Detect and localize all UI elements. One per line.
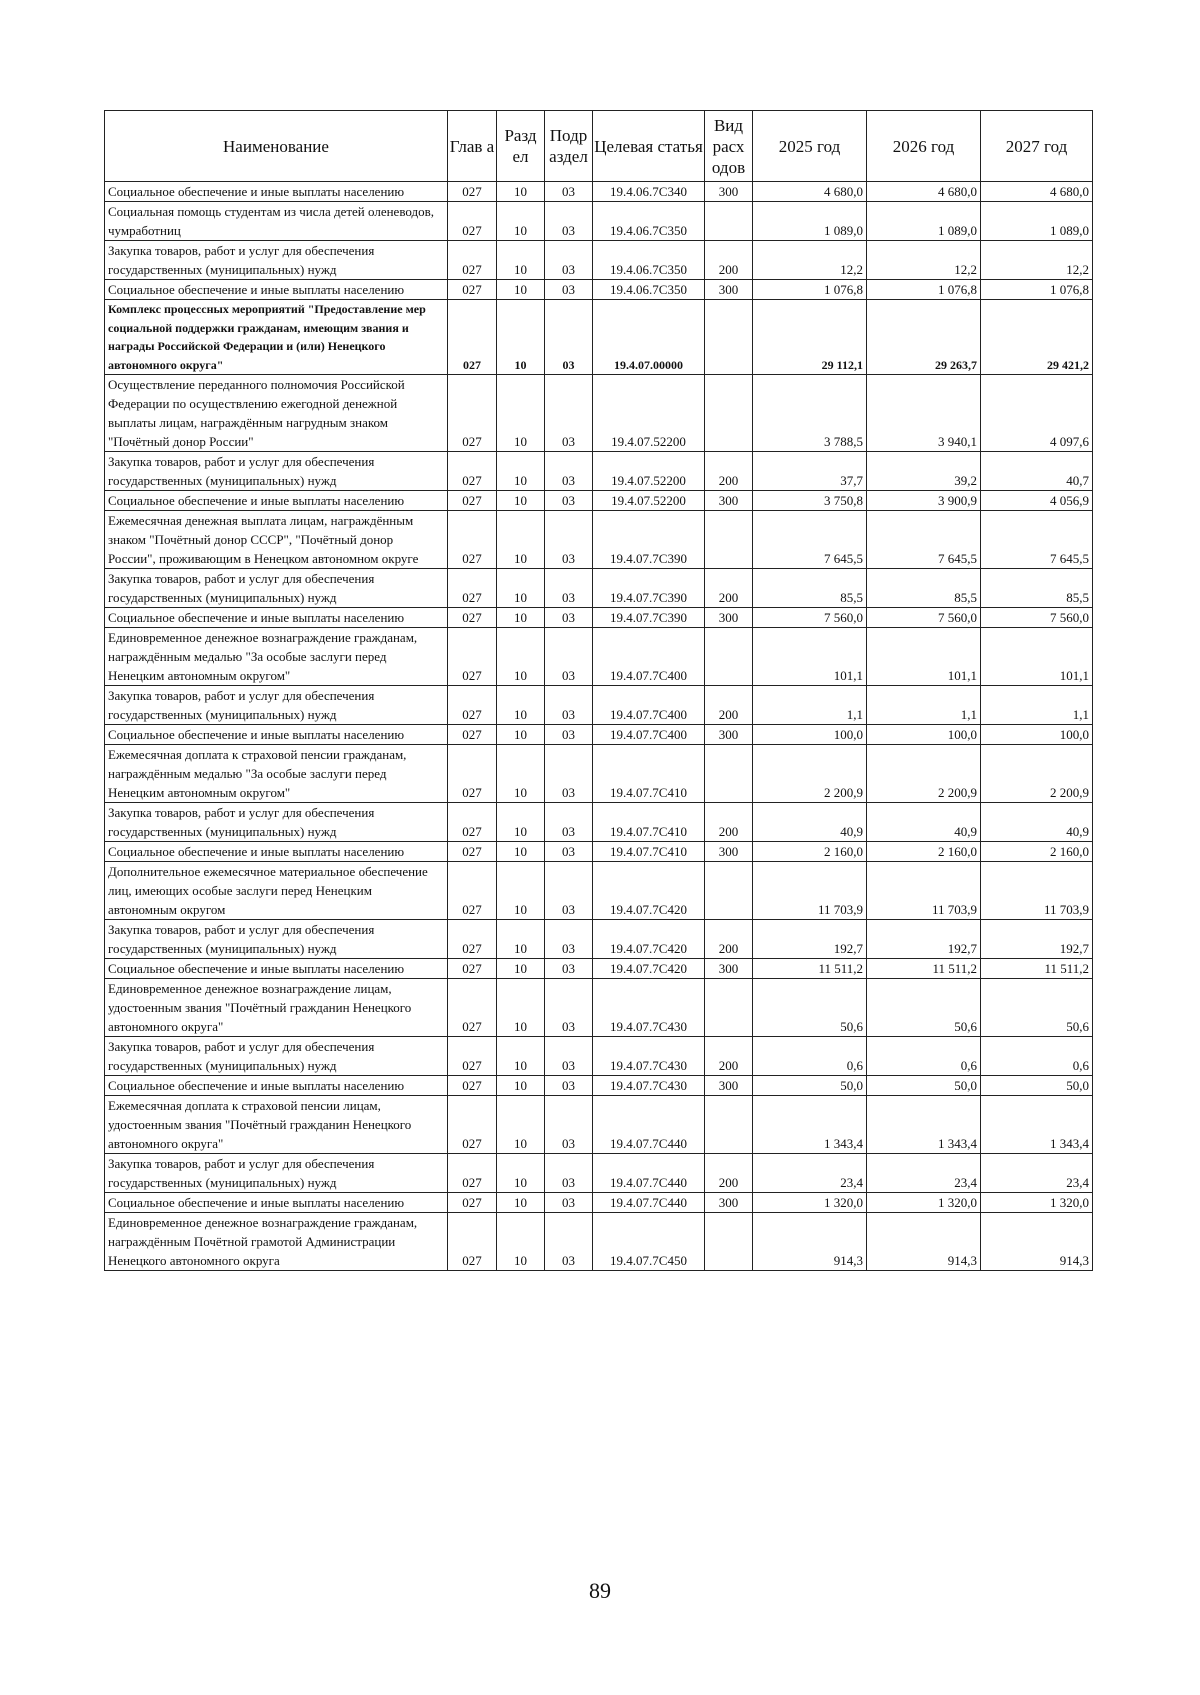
table-row	[105, 202, 1093, 241]
subsection-cell: 03	[545, 628, 593, 686]
subsection-cell: 03	[545, 1096, 593, 1154]
expense-type-cell: 300	[705, 1193, 753, 1213]
table-row	[105, 979, 1093, 1037]
section-cell: 10	[497, 803, 545, 842]
table-row	[105, 803, 1093, 842]
section-cell: 10	[497, 202, 545, 241]
chapter-cell: 027	[448, 280, 497, 300]
amount-2027-cell: 40,9	[981, 803, 1093, 842]
expense-type-cell	[705, 862, 753, 920]
amount-2026-cell: 50,6	[867, 979, 981, 1037]
amount-2025-cell: 37,7	[753, 452, 867, 491]
name-cell: Социальное обеспечение и иные выплаты населению	[105, 842, 448, 862]
amount-2026-cell: 0,6	[867, 1037, 981, 1076]
table-row	[105, 511, 1093, 569]
section-cell: 10	[497, 280, 545, 300]
subsection-cell: 03	[545, 842, 593, 862]
name-cell: Ежемесячная доплата к страховой пенсии лицам, удостоенным звания "Почётный гражданин Ненецкого автономного округа"	[105, 1096, 448, 1154]
amount-2025-cell: 40,9	[753, 803, 867, 842]
amount-2026-cell: 40,9	[867, 803, 981, 842]
amount-2025-cell: 914,3	[753, 1213, 867, 1271]
chapter-cell: 027	[448, 608, 497, 628]
amount-2025-cell: 3 788,5	[753, 375, 867, 452]
name-cell: Единовременное денежное вознаграждение лицам, удостоенным звания "Почётный гражданин Ненецкого автономного округа"	[105, 979, 448, 1037]
chapter-cell: 027	[448, 1154, 497, 1193]
target-article-cell: 19.4.06.7С350	[593, 241, 705, 280]
target-article-cell: 19.4.07.7С430	[593, 979, 705, 1037]
target-article-cell: 19.4.07.7С390	[593, 511, 705, 569]
expense-type-cell: 300	[705, 959, 753, 979]
amount-2027-cell: 29 421,2	[981, 300, 1093, 375]
section-cell: 10	[497, 491, 545, 511]
target-article-cell: 19.4.07.7С390	[593, 569, 705, 608]
section-cell: 10	[497, 725, 545, 745]
amount-2026-cell: 1 089,0	[867, 202, 981, 241]
subsection-cell: 03	[545, 1154, 593, 1193]
name-cell: Социальное обеспечение и иные выплаты населению	[105, 959, 448, 979]
amount-2025-cell: 1,1	[753, 686, 867, 725]
amount-2026-cell: 101,1	[867, 628, 981, 686]
amount-2025-cell: 101,1	[753, 628, 867, 686]
name-cell: Социальное обеспечение и иные выплаты населению	[105, 1076, 448, 1096]
amount-2027-cell: 40,7	[981, 452, 1093, 491]
name-cell: Осуществление переданного полномочия Российской Федерации по осуществлению ежегодной денежной выплаты лицам, награждённым нагрудным знаком "Почётный донор России"	[105, 375, 448, 452]
header-2027: 2027 год	[981, 111, 1093, 182]
chapter-cell: 027	[448, 686, 497, 725]
subsection-cell: 03	[545, 375, 593, 452]
amount-2025-cell: 1 343,4	[753, 1096, 867, 1154]
target-article-cell: 19.4.07.7С440	[593, 1096, 705, 1154]
amount-2026-cell: 29 263,7	[867, 300, 981, 375]
section-cell: 10	[497, 300, 545, 375]
target-article-cell: 19.4.07.7С400	[593, 628, 705, 686]
chapter-cell: 027	[448, 862, 497, 920]
expense-type-cell: 300	[705, 491, 753, 511]
name-cell: Единовременное денежное вознаграждение гражданам, награждённым Почётной грамотой Администрации Ненецкого автономного округа	[105, 1213, 448, 1271]
section-cell: 10	[497, 862, 545, 920]
amount-2026-cell: 11 511,2	[867, 959, 981, 979]
table-row	[105, 628, 1093, 686]
expense-type-cell: 200	[705, 569, 753, 608]
amount-2026-cell: 85,5	[867, 569, 981, 608]
target-article-cell: 19.4.07.7С390	[593, 608, 705, 628]
target-article-cell: 19.4.07.7С440	[593, 1154, 705, 1193]
amount-2025-cell: 23,4	[753, 1154, 867, 1193]
amount-2026-cell: 1 076,8	[867, 280, 981, 300]
chapter-cell: 027	[448, 628, 497, 686]
table-row	[105, 725, 1093, 745]
chapter-cell: 027	[448, 1096, 497, 1154]
subsection-cell: 03	[545, 959, 593, 979]
amount-2025-cell: 3 750,8	[753, 491, 867, 511]
name-cell: Социальное обеспечение и иные выплаты населению	[105, 608, 448, 628]
amount-2027-cell: 192,7	[981, 920, 1093, 959]
section-cell: 10	[497, 1213, 545, 1271]
amount-2026-cell: 1,1	[867, 686, 981, 725]
amount-2026-cell: 50,0	[867, 1076, 981, 1096]
amount-2025-cell: 1 076,8	[753, 280, 867, 300]
amount-2026-cell: 3 900,9	[867, 491, 981, 511]
amount-2027-cell: 7 560,0	[981, 608, 1093, 628]
subsection-cell: 03	[545, 608, 593, 628]
amount-2025-cell: 100,0	[753, 725, 867, 745]
table-row	[105, 842, 1093, 862]
amount-2027-cell: 101,1	[981, 628, 1093, 686]
section-cell: 10	[497, 1193, 545, 1213]
table-row	[105, 608, 1093, 628]
amount-2027-cell: 50,6	[981, 979, 1093, 1037]
header-target-article: Целевая статья	[593, 111, 705, 182]
amount-2025-cell: 1 089,0	[753, 202, 867, 241]
amount-2027-cell: 7 645,5	[981, 511, 1093, 569]
name-cell: Закупка товаров, работ и услуг для обеспечения государственных (муниципальных) нужд	[105, 1037, 448, 1076]
amount-2027-cell: 914,3	[981, 1213, 1093, 1271]
amount-2025-cell: 11 703,9	[753, 862, 867, 920]
target-article-cell: 19.4.06.7С350	[593, 280, 705, 300]
target-article-cell: 19.4.07.7С410	[593, 842, 705, 862]
subsection-cell: 03	[545, 511, 593, 569]
amount-2026-cell: 4 680,0	[867, 182, 981, 202]
amount-2027-cell: 23,4	[981, 1154, 1093, 1193]
amount-2027-cell: 2 200,9	[981, 745, 1093, 803]
name-cell: Социальное обеспечение и иные выплаты населению	[105, 280, 448, 300]
section-cell: 10	[497, 1096, 545, 1154]
target-article-cell: 19.4.06.7С350	[593, 202, 705, 241]
target-article-cell: 19.4.07.7С430	[593, 1037, 705, 1076]
subsection-cell: 03	[545, 280, 593, 300]
section-cell: 10	[497, 511, 545, 569]
chapter-cell: 027	[448, 375, 497, 452]
name-cell: Социальное обеспечение и иные выплаты населению	[105, 182, 448, 202]
header-row	[105, 111, 1093, 182]
amount-2026-cell: 2 160,0	[867, 842, 981, 862]
expense-type-cell: 300	[705, 725, 753, 745]
expense-type-cell	[705, 979, 753, 1037]
amount-2025-cell: 192,7	[753, 920, 867, 959]
expense-type-cell	[705, 1096, 753, 1154]
table-row	[105, 1096, 1093, 1154]
expense-type-cell: 200	[705, 1037, 753, 1076]
header-2026: 2026 год	[867, 111, 981, 182]
section-cell: 10	[497, 1037, 545, 1076]
amount-2027-cell: 4 680,0	[981, 182, 1093, 202]
name-cell: Ежемесячная денежная выплата лицам, награждённым знаком "Почётный донор СССР", "Почётный донор России", проживающим в Ненецком автономном округе	[105, 511, 448, 569]
name-cell: Закупка товаров, работ и услуг для обеспечения государственных (муниципальных) нужд	[105, 920, 448, 959]
chapter-cell: 027	[448, 241, 497, 280]
section-cell: 10	[497, 452, 545, 491]
amount-2025-cell: 7 645,5	[753, 511, 867, 569]
expense-type-cell: 300	[705, 182, 753, 202]
expense-type-cell: 300	[705, 1076, 753, 1096]
amount-2026-cell: 1 320,0	[867, 1193, 981, 1213]
amount-2026-cell: 3 940,1	[867, 375, 981, 452]
expense-type-cell: 300	[705, 842, 753, 862]
expense-type-cell: 300	[705, 280, 753, 300]
header-chapter: Глав а	[448, 111, 497, 182]
name-cell: Комплекс процессных мероприятий "Предоставление мер социальной поддержки гражданам, имеющим звания и награды Российской Федерации и (или) Ненецкого автономного округа"	[105, 300, 448, 375]
amount-2026-cell: 11 703,9	[867, 862, 981, 920]
expense-type-cell	[705, 375, 753, 452]
name-cell: Социальная помощь студентам из числа детей оленеводов, чумработниц	[105, 202, 448, 241]
name-cell: Ежемесячная доплата к страховой пенсии гражданам, награждённым медалью "За особые заслуги перед Ненецким автономным округом"	[105, 745, 448, 803]
amount-2025-cell: 50,0	[753, 1076, 867, 1096]
name-cell: Социальное обеспечение и иные выплаты населению	[105, 491, 448, 511]
section-cell: 10	[497, 842, 545, 862]
expense-type-cell	[705, 628, 753, 686]
amount-2025-cell: 11 511,2	[753, 959, 867, 979]
target-article-cell: 19.4.07.7С430	[593, 1076, 705, 1096]
subsection-cell: 03	[545, 569, 593, 608]
expense-type-cell: 200	[705, 920, 753, 959]
target-article-cell: 19.4.07.7С420	[593, 862, 705, 920]
expense-type-cell: 200	[705, 452, 753, 491]
target-article-cell: 19.4.07.7С410	[593, 745, 705, 803]
target-article-cell: 19.4.07.52200	[593, 452, 705, 491]
name-cell: Закупка товаров, работ и услуг для обеспечения государственных (муниципальных) нужд	[105, 1154, 448, 1193]
chapter-cell: 027	[448, 1037, 497, 1076]
chapter-cell: 027	[448, 959, 497, 979]
target-article-cell: 19.4.07.7С440	[593, 1193, 705, 1213]
amount-2026-cell: 7 560,0	[867, 608, 981, 628]
header-section: Разд ел	[497, 111, 545, 182]
section-cell: 10	[497, 745, 545, 803]
amount-2027-cell: 85,5	[981, 569, 1093, 608]
amount-2025-cell: 1 320,0	[753, 1193, 867, 1213]
expense-type-cell	[705, 300, 753, 375]
amount-2027-cell: 4 097,6	[981, 375, 1093, 452]
amount-2025-cell: 50,6	[753, 979, 867, 1037]
page-number: 89	[589, 1578, 611, 1603]
amount-2025-cell: 2 160,0	[753, 842, 867, 862]
section-cell: 10	[497, 375, 545, 452]
expense-type-cell	[705, 202, 753, 241]
amount-2026-cell: 100,0	[867, 725, 981, 745]
table-row	[105, 452, 1093, 491]
amount-2026-cell: 12,2	[867, 241, 981, 280]
amount-2025-cell: 29 112,1	[753, 300, 867, 375]
table-row	[105, 280, 1093, 300]
chapter-cell: 027	[448, 202, 497, 241]
amount-2027-cell: 1,1	[981, 686, 1093, 725]
table-row	[105, 959, 1093, 979]
amount-2025-cell: 12,2	[753, 241, 867, 280]
chapter-cell: 027	[448, 511, 497, 569]
subsection-cell: 03	[545, 686, 593, 725]
expense-type-cell	[705, 745, 753, 803]
header-subsection: Подр аздел	[545, 111, 593, 182]
section-cell: 10	[497, 920, 545, 959]
section-cell: 10	[497, 628, 545, 686]
table-row	[105, 1076, 1093, 1096]
table-row	[105, 1193, 1093, 1213]
subsection-cell: 03	[545, 725, 593, 745]
amount-2025-cell: 4 680,0	[753, 182, 867, 202]
chapter-cell: 027	[448, 920, 497, 959]
amount-2026-cell: 192,7	[867, 920, 981, 959]
target-article-cell: 19.4.07.7С420	[593, 920, 705, 959]
expense-type-cell: 200	[705, 803, 753, 842]
target-article-cell: 19.4.06.7С340	[593, 182, 705, 202]
section-cell: 10	[497, 241, 545, 280]
amount-2025-cell: 85,5	[753, 569, 867, 608]
expense-type-cell: 200	[705, 241, 753, 280]
target-article-cell: 19.4.07.7С420	[593, 959, 705, 979]
name-cell: Дополнительное ежемесячное материальное обеспечение лиц, имеющих особые заслуги перед Ненецким автономным округом	[105, 862, 448, 920]
target-article-cell: 19.4.07.7С410	[593, 803, 705, 842]
expense-type-cell: 300	[705, 608, 753, 628]
chapter-cell: 027	[448, 300, 497, 375]
subsection-cell: 03	[545, 1037, 593, 1076]
chapter-cell: 027	[448, 491, 497, 511]
chapter-cell: 027	[448, 569, 497, 608]
amount-2025-cell: 2 200,9	[753, 745, 867, 803]
section-cell: 10	[497, 182, 545, 202]
target-article-cell: 19.4.07.7С400	[593, 686, 705, 725]
name-cell: Закупка товаров, работ и услуг для обеспечения государственных (муниципальных) нужд	[105, 569, 448, 608]
amount-2027-cell: 0,6	[981, 1037, 1093, 1076]
table-row	[105, 241, 1093, 280]
amount-2027-cell: 1 320,0	[981, 1193, 1093, 1213]
target-article-cell: 19.4.07.00000	[593, 300, 705, 375]
table-row	[105, 491, 1093, 511]
budget-table	[104, 110, 1093, 1271]
amount-2026-cell: 1 343,4	[867, 1096, 981, 1154]
amount-2026-cell: 7 645,5	[867, 511, 981, 569]
amount-2027-cell: 4 056,9	[981, 491, 1093, 511]
amount-2027-cell: 2 160,0	[981, 842, 1093, 862]
target-article-cell: 19.4.07.52200	[593, 491, 705, 511]
amount-2026-cell: 2 200,9	[867, 745, 981, 803]
section-cell: 10	[497, 686, 545, 725]
subsection-cell: 03	[545, 241, 593, 280]
subsection-cell: 03	[545, 491, 593, 511]
chapter-cell: 027	[448, 803, 497, 842]
section-cell: 10	[497, 608, 545, 628]
amount-2027-cell: 50,0	[981, 1076, 1093, 1096]
target-article-cell: 19.4.07.7С450	[593, 1213, 705, 1271]
subsection-cell: 03	[545, 202, 593, 241]
amount-2027-cell: 11 703,9	[981, 862, 1093, 920]
table-body	[105, 182, 1093, 1271]
subsection-cell: 03	[545, 452, 593, 491]
section-cell: 10	[497, 979, 545, 1037]
chapter-cell: 027	[448, 452, 497, 491]
name-cell: Социальное обеспечение и иные выплаты населению	[105, 725, 448, 745]
chapter-cell: 027	[448, 745, 497, 803]
chapter-cell: 027	[448, 842, 497, 862]
amount-2025-cell: 0,6	[753, 1037, 867, 1076]
target-article-cell: 19.4.07.52200	[593, 375, 705, 452]
subsection-cell: 03	[545, 1076, 593, 1096]
header-expense-type: Вид расх одов	[705, 111, 753, 182]
chapter-cell: 027	[448, 979, 497, 1037]
amount-2027-cell: 1 076,8	[981, 280, 1093, 300]
header-name: Наименование	[105, 111, 448, 182]
amount-2027-cell: 100,0	[981, 725, 1093, 745]
subsection-cell: 03	[545, 182, 593, 202]
chapter-cell: 027	[448, 182, 497, 202]
subsection-cell: 03	[545, 920, 593, 959]
name-cell: Социальное обеспечение и иные выплаты населению	[105, 1193, 448, 1213]
table-row	[105, 920, 1093, 959]
table-row	[105, 569, 1093, 608]
subsection-cell: 03	[545, 803, 593, 842]
subsection-cell: 03	[545, 862, 593, 920]
subsection-cell: 03	[545, 1213, 593, 1271]
subsection-cell: 03	[545, 745, 593, 803]
name-cell: Закупка товаров, работ и услуг для обеспечения государственных (муниципальных) нужд	[105, 803, 448, 842]
amount-2025-cell: 7 560,0	[753, 608, 867, 628]
subsection-cell: 03	[545, 300, 593, 375]
target-article-cell: 19.4.07.7С400	[593, 725, 705, 745]
expense-type-cell	[705, 1213, 753, 1271]
table-row	[105, 375, 1093, 452]
subsection-cell: 03	[545, 979, 593, 1037]
amount-2027-cell: 12,2	[981, 241, 1093, 280]
table-row	[105, 1213, 1093, 1271]
name-cell: Закупка товаров, работ и услуг для обеспечения государственных (муниципальных) нужд	[105, 686, 448, 725]
chapter-cell: 027	[448, 1213, 497, 1271]
table-row	[105, 300, 1093, 375]
name-cell: Закупка товаров, работ и услуг для обеспечения государственных (муниципальных) нужд	[105, 241, 448, 280]
section-cell: 10	[497, 959, 545, 979]
table-row	[105, 1037, 1093, 1076]
amount-2027-cell: 1 089,0	[981, 202, 1093, 241]
table-row	[105, 686, 1093, 725]
table-row	[105, 745, 1093, 803]
amount-2026-cell: 23,4	[867, 1154, 981, 1193]
amount-2027-cell: 11 511,2	[981, 959, 1093, 979]
name-cell: Единовременное денежное вознаграждение гражданам, награждённым медалью "За особые заслуги перед Ненецким автономным округом"	[105, 628, 448, 686]
name-cell: Закупка товаров, работ и услуг для обеспечения государственных (муниципальных) нужд	[105, 452, 448, 491]
section-cell: 10	[497, 569, 545, 608]
amount-2026-cell: 914,3	[867, 1213, 981, 1271]
expense-type-cell: 200	[705, 686, 753, 725]
amount-2026-cell: 39,2	[867, 452, 981, 491]
chapter-cell: 027	[448, 1076, 497, 1096]
table-row	[105, 1154, 1093, 1193]
table-row	[105, 182, 1093, 202]
section-cell: 10	[497, 1076, 545, 1096]
expense-type-cell: 200	[705, 1154, 753, 1193]
header-2025: 2025 год	[753, 111, 867, 182]
section-cell: 10	[497, 1154, 545, 1193]
chapter-cell: 027	[448, 725, 497, 745]
table-row	[105, 862, 1093, 920]
chapter-cell: 027	[448, 1193, 497, 1213]
amount-2027-cell: 1 343,4	[981, 1096, 1093, 1154]
expense-type-cell	[705, 511, 753, 569]
subsection-cell: 03	[545, 1193, 593, 1213]
